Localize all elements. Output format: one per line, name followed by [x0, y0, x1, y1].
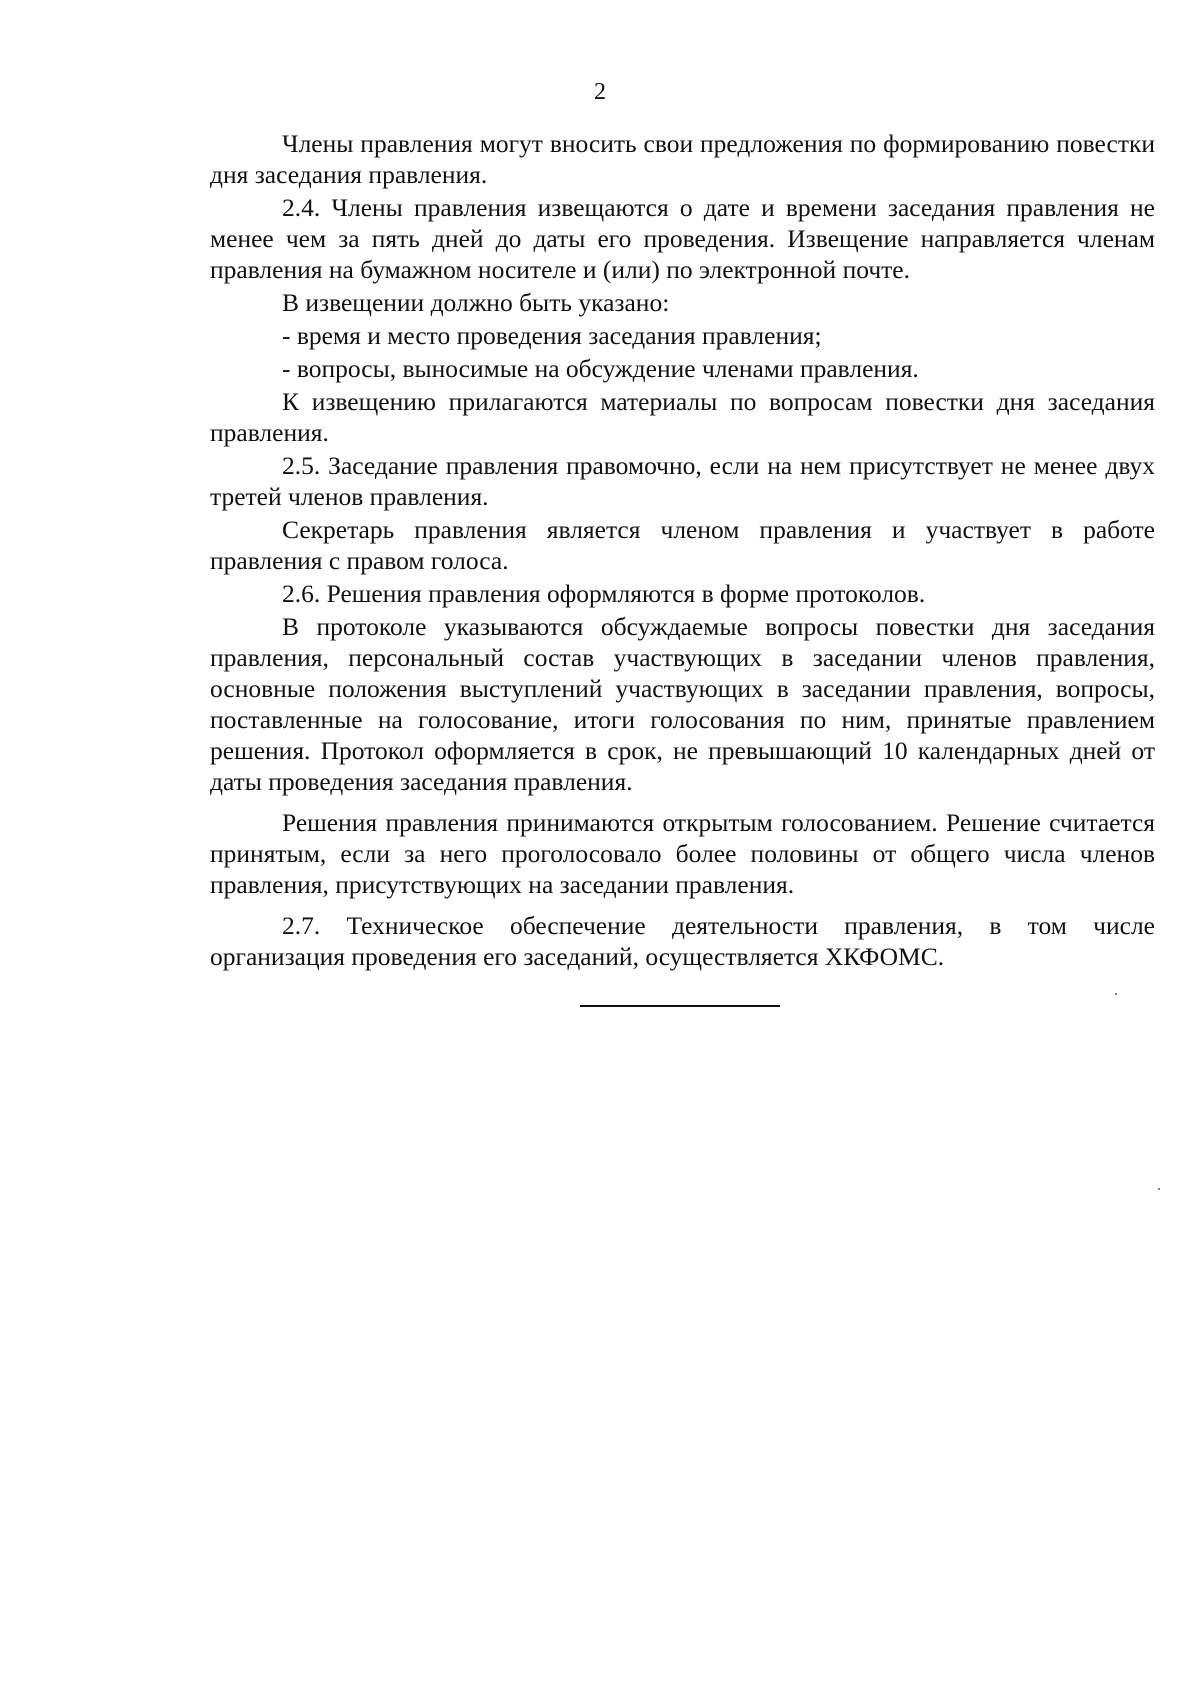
list-item-time-place: - время и место проведения заседания правления; — [282, 321, 822, 350]
page-number: 2 — [594, 79, 606, 105]
paragraph-proposals: Члены правления могут вносить свои предложения по формированию повестки дня заседания правления. — [210, 129, 1155, 189]
scan-speck — [1158, 1188, 1160, 1190]
paragraph-secretary: Секретарь правления является членом правления и участвует в работе правления с правом голоса. — [210, 515, 1155, 575]
paragraph-2-6-protocols: 2.6. Решения правления оформляются в форме протоколов. — [282, 579, 926, 608]
paragraph-protocol-contents: В протоколе указываются обсуждаемые вопросы повестки дня заседания правления, персональный состав участвующих в заседании членов правления, основные положения выступлений участвующих в заседании правления, вопросы, поставленные на голосование, итоги голосования по ним, принятые правлением решения. Протокол оформляется в срок, не превышающий 10 календарных дней от даты проведения заседания правления. — [210, 612, 1155, 796]
paragraph-2-7-technical-support: 2.7. Техническое обеспечение деятельности правления, в том числе организация проведения его заседаний, осуществляется ХКФОМС. — [210, 911, 1155, 971]
document-body — [210, 128, 1155, 972]
list-item-questions: - вопросы, выносимые на обсуждение членами правления. — [282, 354, 919, 383]
paragraph-2-4-notification: 2.4. Члены правления извещаются о дате и времени заседания правления не менее чем за пять дней до даты его проведения. Извещение направляется членам правления на бумажном носителе и (или) по электронной почте. — [210, 193, 1155, 284]
paragraph-2-5-quorum: 2.5. Заседание правления правомочно, если на нем присутствует не менее двух третей членов правления. — [210, 451, 1155, 511]
paragraph-open-voting: Решения правления принимаются открытым голосованием. Решение считается принятым, если за него проголосовало более половины от общего числа членов правления, присутствующих на заседании правления. — [210, 808, 1155, 899]
paragraph-notice-contents: В извещении должно быть указано: — [282, 288, 670, 317]
scan-speck — [1115, 993, 1117, 995]
paragraph-attached-materials: К извещению прилагаются материалы по вопросам повестки дня заседания правления. — [210, 387, 1155, 447]
end-of-text-rule — [580, 1005, 780, 1007]
